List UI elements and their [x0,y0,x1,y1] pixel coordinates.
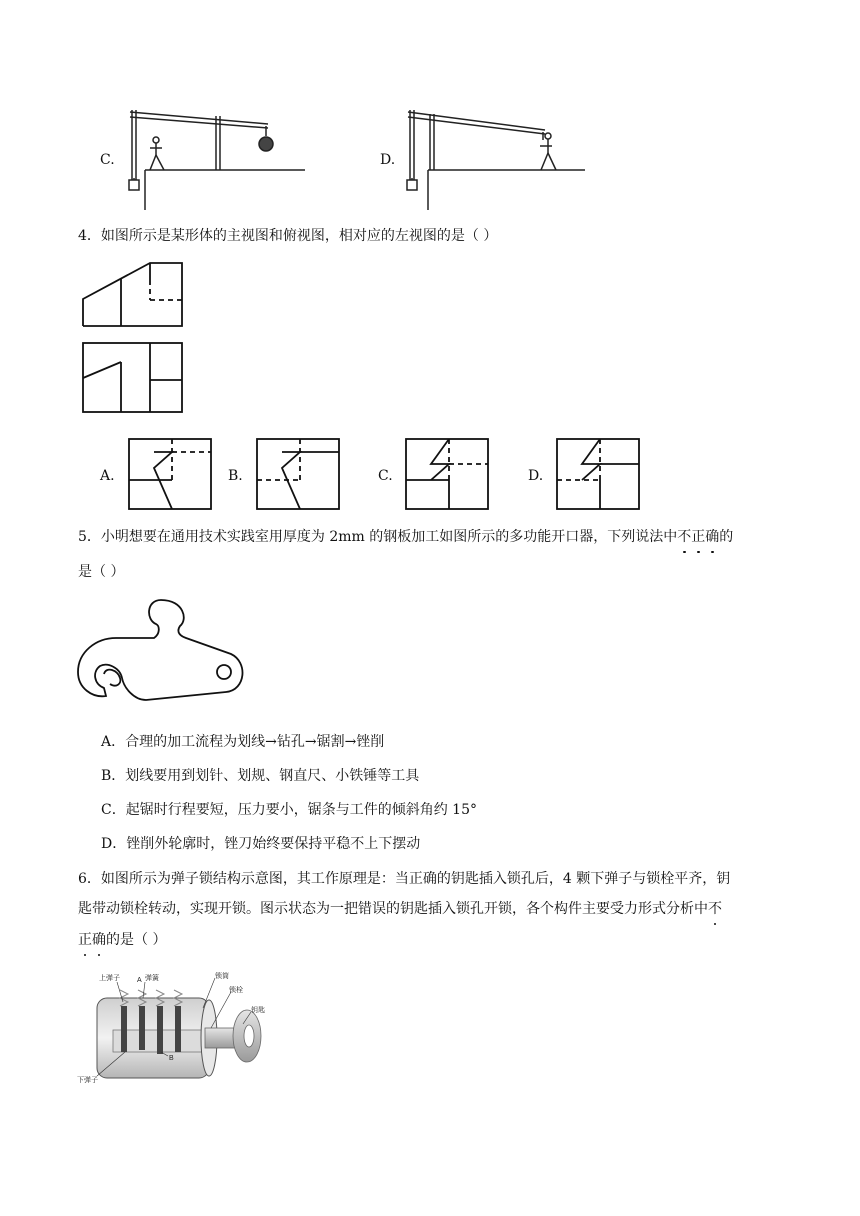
emphasis-char: 确 [92,932,106,948]
q6-label-lock-bolt: 锁栓 [229,987,243,994]
q6-stem-line3: 正确的是（ ） [78,932,167,948]
q5-stem-line1: 5．小明想要在通用技术实践室用厚度为 2mm 的钢板加工如图所示的多功能开口器，下列说法中不正确的 [78,529,734,545]
q5-option-c[interactable]: C．起锯时行程要短，压力要小，锯条与工件的倾斜角约 15° [101,802,477,818]
emphasis-char: 不 [708,901,722,917]
q5-option-d[interactable]: D．锉削外轮廓时，锉刀始终要保持平稳不上下摆动 [101,836,421,852]
q4-option-c-label: C. [378,468,393,484]
q4-option-d-label: D. [528,468,544,484]
q6-lock-figure [75,968,275,1088]
q4-option-a-label: A. [100,468,115,484]
emphasis-char: 不 [677,529,692,545]
q4-option-d-figure[interactable] [556,438,642,512]
q4-option-c-figure[interactable] [405,438,491,512]
q3-option-d-label: D. [380,152,396,168]
q5-option-a[interactable]: A．合理的加工流程为划线→钻孔→锯割→锉削 [101,734,385,750]
q6-label-a: A [137,977,142,984]
q6-stem-emphasis-2 [78,932,106,948]
q3-option-c-label: C. [100,152,115,168]
q3-option-c-figure [120,100,320,210]
emphasis-char: 正 [78,932,92,948]
emphasis-char: 确 [705,529,720,545]
q4-top-view [82,342,192,417]
q4-option-b-label: B. [228,468,243,484]
q6-label-key: 钥匙 [251,1007,265,1014]
q4-option-a-figure[interactable] [128,438,214,512]
q3-option-d-figure [400,100,600,210]
q4-front-view [82,262,192,332]
q4-stem: 4．如图所示是某形体的主视图和俯视图，相对应的左视图的是（ ） [78,228,498,244]
q4-option-b-figure[interactable] [256,438,342,512]
q6-label-upper-pin: 上弹子 [99,975,120,982]
q5-option-b[interactable]: B．划线要用到划针、划规、钢直尺、小铁锤等工具 [101,768,420,784]
q6-stem-line1: 6．如图所示为弹子锁结构示意图，其工作原理是：当正确的钥匙插入锁孔后，4 颗下弹子与锁栓平齐，钥 [78,871,731,887]
q5-stem-line2: 是（ ） [78,564,125,580]
q5-opener-figure [76,592,256,712]
q6-label-lock-cylinder: 锁筒 [215,973,229,980]
q6-label-spring: 弹簧 [145,975,159,982]
q6-stem-line2: 匙带动锁栓转动，实现开锁。图示状态为一把错误的钥匙插入锁孔开锁，各个构件主要受力形式分析中不 [78,901,722,917]
q6-label-lower-pin: 下弹子 [77,1077,98,1084]
emphasis-char: 正 [691,529,706,545]
q5-stem-emphasis [677,529,719,545]
q6-label-b: B [169,1055,174,1062]
q6-stem-emphasis-1 [708,901,722,917]
